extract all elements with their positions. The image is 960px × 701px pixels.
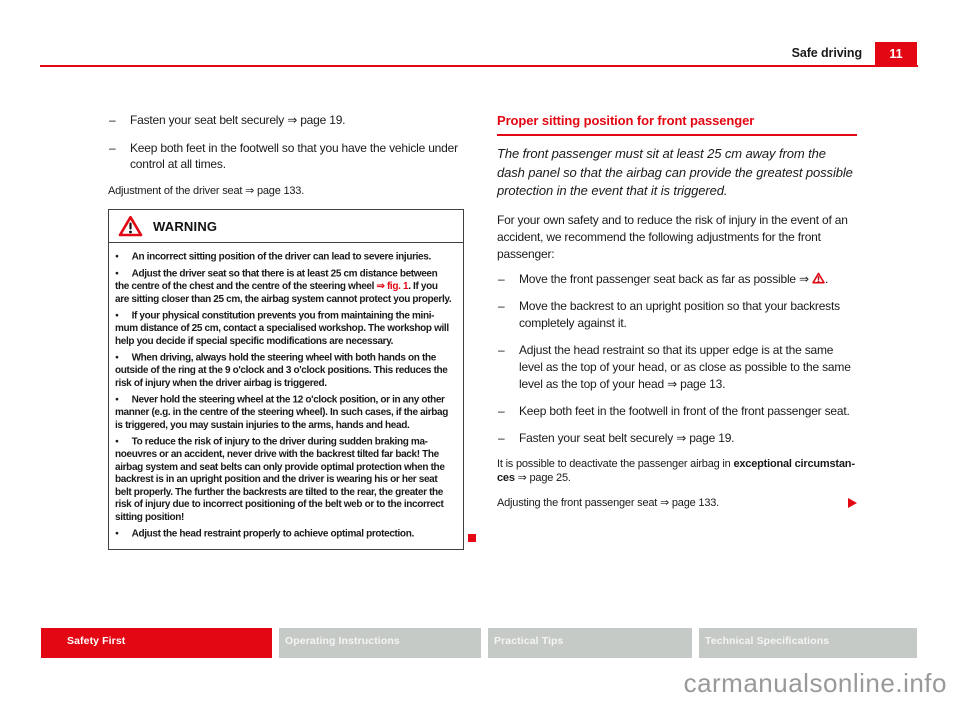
warning-body bbox=[109, 243, 463, 549]
watermark: carmanualsonline.info bbox=[683, 668, 947, 698]
list-item: – Fasten your seat belt securely ⇒ page 19. bbox=[497, 430, 857, 447]
list-item: – Fasten your seat belt securely ⇒ page 19. bbox=[108, 112, 467, 128]
intro-paragraph: For your own safety and to reduce the risk of injury in the event of an accident, we recommend the following adjustments for the front passenger: bbox=[497, 212, 848, 261]
warning-bullet: ● Adjust the driver seat so that there is at least 25 cm distance between the centre of the chest and the centre of the steering wheel ⇒ fig. 1. If you are sitting closer than 25 cm, the airbag system cannot protect you properly. bbox=[115, 268, 453, 306]
header-rule bbox=[40, 65, 918, 67]
list-item: – Adjust the head restraint so that its upper edge is at the same level as the top of your head, or as close as possible to the same level as the top of your head ⇒ page 13. bbox=[497, 342, 857, 393]
section-end-marker bbox=[468, 534, 476, 542]
warning-bullet: ● Never hold the steering wheel at the 12 o'clock position, or in any other manner (e.g. in the centre of the steering wheel). In such cases, if the airbag is triggered, you may sustain injuries to the arms, hands and head. bbox=[115, 394, 453, 432]
figure-reference: ⇒ fig. 1 bbox=[376, 281, 409, 292]
right-column bbox=[497, 113, 857, 510]
topic-heading: Proper sitting position for front passenger bbox=[497, 113, 857, 136]
warning-bullet: ● When driving, always hold the steering wheel with both hands on the outside of the ring at the 9 o'clock and 3 o'clock positions. This reduces the risk of injury when the driver airbag is triggered. bbox=[115, 352, 453, 390]
list-item: – Move the backrest to an upright position so that your backrests completely against it. bbox=[497, 298, 857, 332]
warning-bullet: ● To reduce the risk of injury to the driver during sudden braking manoeuvres or an accident, never drive with the backrest tilted far back! The airbag system and seat belts can only provide optimal protection when the backrest is in an upright position and the driver is wearing his or her seat belt properly. The further the backrests are tilted to the rear, the greater the risk of injury due to incorrect positioning of the belt web or to the incorrect sitting position! bbox=[115, 436, 453, 524]
list-item: – Keep both feet in the footwell so that you have the vehicle under control at all times. bbox=[108, 140, 467, 172]
cross-reference-note: Adjustment of the driver seat ⇒ page 133. bbox=[108, 185, 305, 197]
continuation-arrow-icon bbox=[848, 498, 857, 508]
warning-bullet: ● An incorrect sitting position of the driver can lead to severe injuries. bbox=[115, 251, 453, 264]
cross-reference-note: Adjusting the front passenger seat ⇒ page 133. bbox=[497, 496, 857, 511]
warning-title: WARNING bbox=[153, 218, 218, 234]
warning-icon bbox=[118, 215, 143, 237]
footer-tab-bar bbox=[41, 628, 917, 658]
footer-tab-technical-specifications: Technical Specifications bbox=[699, 628, 917, 658]
section-title: Safe driving bbox=[791, 46, 862, 60]
footer-tab-safety-first: Safety First bbox=[41, 628, 272, 658]
left-column bbox=[108, 112, 467, 550]
page-number-badge: 11 bbox=[875, 42, 917, 67]
warning-header bbox=[109, 210, 463, 243]
footer-tab-practical-tips: Practical Tips bbox=[488, 628, 692, 658]
deactivation-note: It is possible to deactivate the passenger airbag in exceptional circumstances ⇒ page 25. bbox=[497, 457, 855, 484]
list-item: – Move the front passenger seat back as far as possible ⇒ . bbox=[497, 271, 857, 288]
footer-tab-operating-instructions: Operating Instructions bbox=[279, 628, 481, 658]
list-item: – Keep both feet in the footwell in front of the front passenger seat. bbox=[497, 403, 857, 420]
warning-bullet: ● If your physical constitution prevents you from maintaining the minimum distance of 25 cm, contact a specialised workshop. The workshop will help you decide if special specific modifications are necessary. bbox=[115, 310, 453, 348]
warning-bullet: ● Adjust the head restraint properly to achieve optimal protection. bbox=[115, 528, 453, 541]
warning-box bbox=[108, 209, 464, 550]
warning-icon bbox=[812, 272, 825, 284]
lead-paragraph: The front passenger must sit at least 25 cm away from the dash panel so that the airbag can provide the greatest possible protection in the event that it is triggered. bbox=[497, 146, 853, 198]
